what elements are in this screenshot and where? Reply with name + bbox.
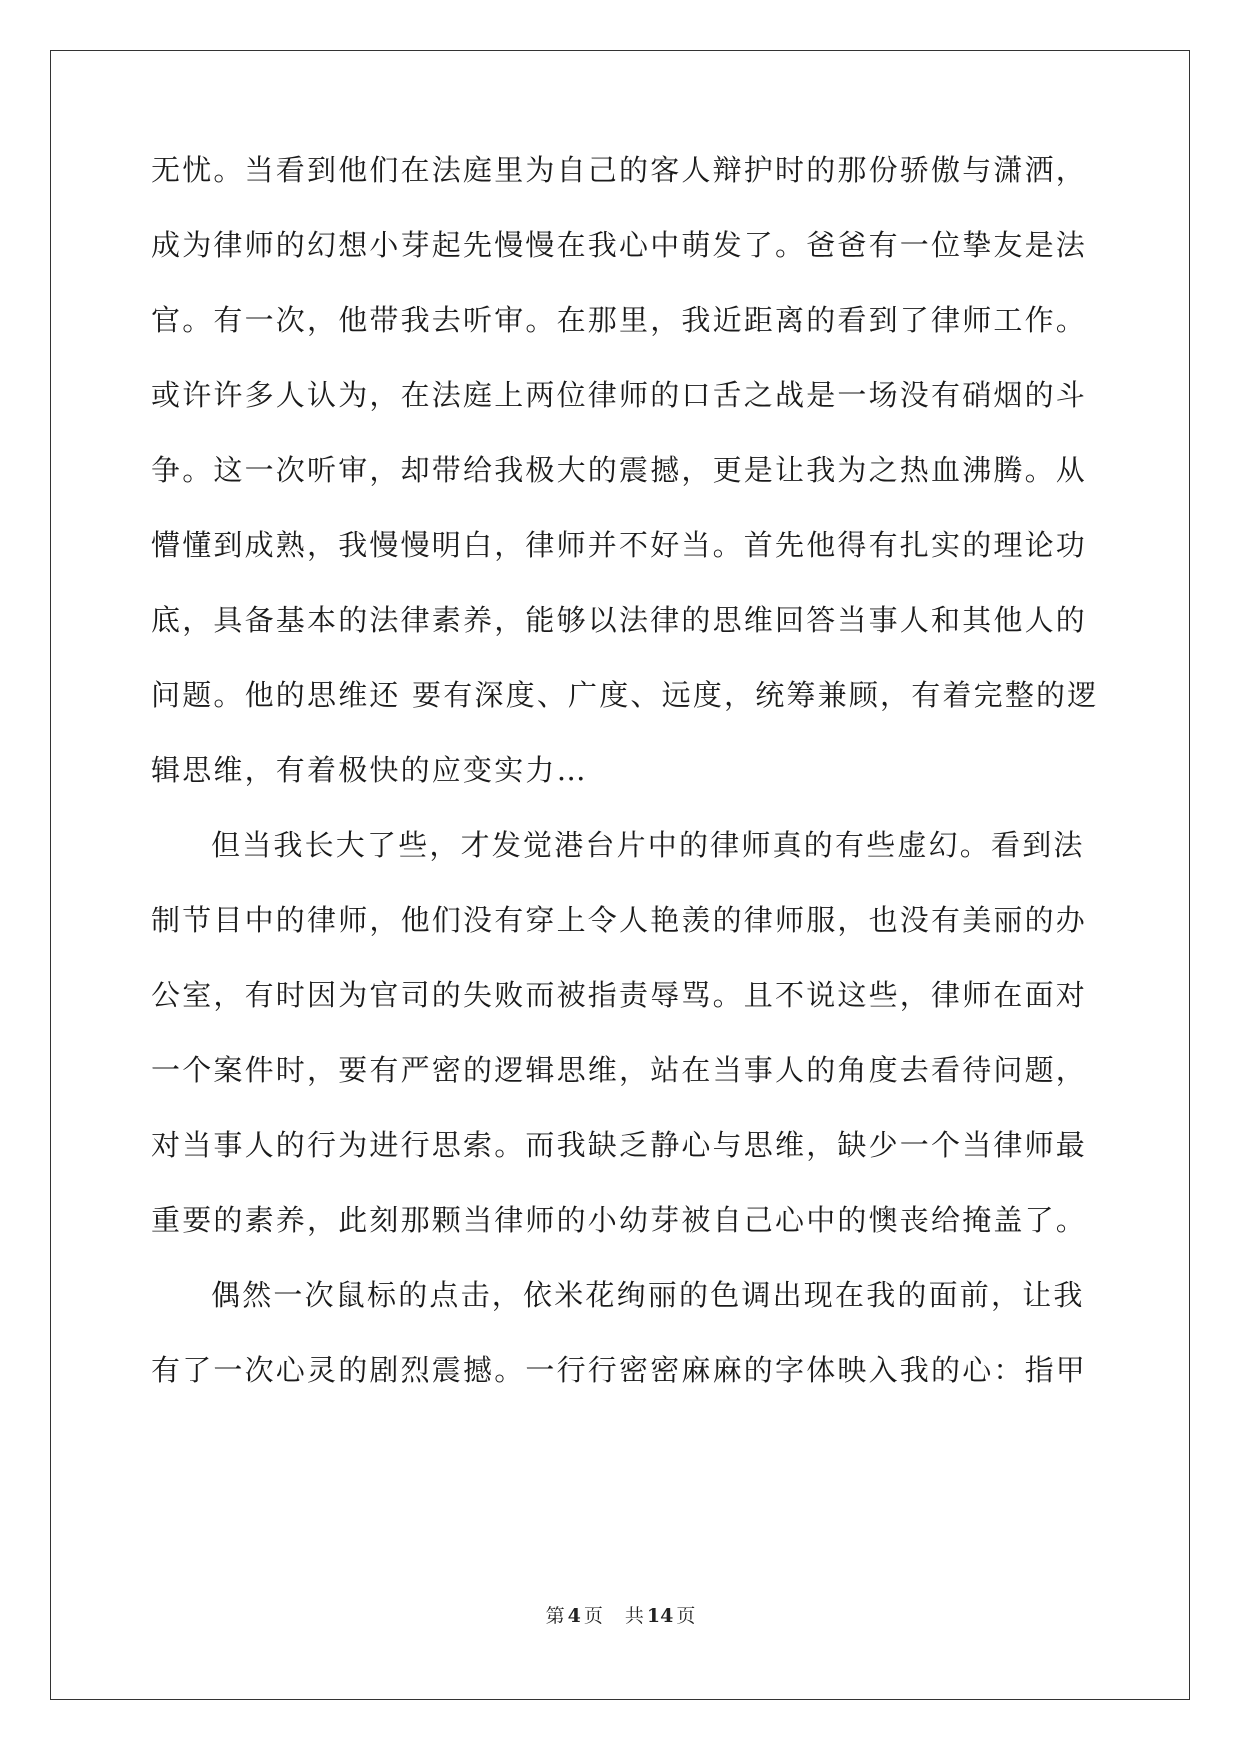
- text-line: 一个案件时，要有严密的逻辑思维，站在当事人的角度去看待问题，: [151, 1053, 1088, 1087]
- text-line: 辑思维，有着极快的应变实力…: [151, 753, 588, 787]
- text-line: 对当事人的行为进行思索。而我缺乏静心与思维，缺少一个当律师最: [151, 1128, 1088, 1162]
- paragraph-first-line: 但当我长大了些，才发觉港台片中的律师真的有些虚幻。看到法: [211, 828, 1085, 862]
- page-prefix: 第: [545, 1605, 565, 1627]
- text-line: 制节目中的律师，他们没有穿上令人艳羡的律师服，也没有美丽的办: [151, 903, 1088, 937]
- text-line: 懵懂到成熟，我慢慢明白，律师并不好当。首先他得有扎实的理论功: [151, 528, 1088, 562]
- page-suffix: 页: [583, 1605, 603, 1627]
- page-footer: [0, 1604, 1241, 1628]
- text-line: 成为律师的幻想小芽起先慢慢在我心中萌发了。爸爸有一位挚友是法: [151, 228, 1088, 262]
- total-suffix: 页: [676, 1605, 696, 1627]
- page-border: [50, 50, 1190, 1700]
- total-prefix: 共: [624, 1605, 644, 1627]
- text-line: 无忧。当看到他们在法庭里为自己的客人辩护时的那份骄傲与潇洒，: [151, 153, 1088, 187]
- text-line: 官。有一次，他带我去听审。在那里，我近距离的看到了律师工作。: [151, 303, 1088, 337]
- total-pages: 14: [646, 1605, 674, 1627]
- text-line: 公室，有时因为官司的失败而被指责辱骂。且不说这些，律师在面对: [151, 978, 1088, 1012]
- text-line: 底，具备基本的法律素养，能够以法律的思维回答当事人和其他人的: [151, 603, 1088, 637]
- text-line: 重要的素养，此刻那颗当律师的小幼芽被自己心中的懊丧给掩盖了。: [151, 1203, 1088, 1237]
- text-line: 或许许多人认为，在法庭上两位律师的口舌之战是一场没有硝烟的斗: [151, 378, 1088, 412]
- text-line: 有了一次心灵的剧烈震撼。一行行密密麻麻的字体映入我的心：指甲: [151, 1353, 1088, 1387]
- text-line: 问题。他的思维还 要有深度、广度、远度，统筹兼顾，有着完整的逻: [151, 678, 1099, 712]
- text-line: 争。这一次听审，却带给我极大的震撼，更是让我为之热血沸腾。从: [151, 453, 1088, 487]
- paragraph-first-line: 偶然一次鼠标的点击，依米花绚丽的色调出现在我的面前，让我: [211, 1278, 1085, 1312]
- page-number: 4: [567, 1605, 581, 1627]
